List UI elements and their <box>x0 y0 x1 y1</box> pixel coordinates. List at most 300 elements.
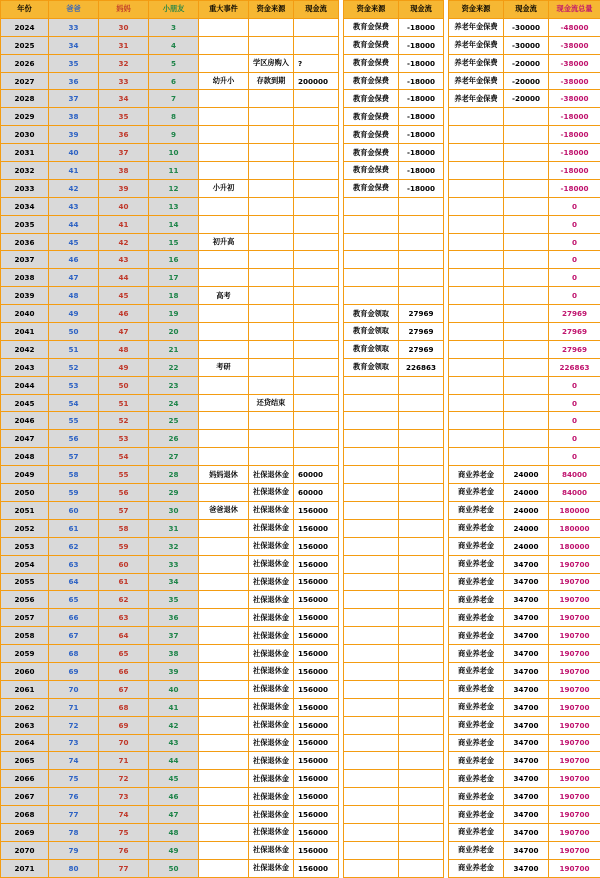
cell-source-3: 商业养老金 <box>449 770 504 788</box>
cell-source-3 <box>449 233 504 251</box>
cell-cashflow-3: 34700 <box>504 645 549 663</box>
cell-year: 2066 <box>1 770 49 788</box>
cell-source-1: 社保退休金 <box>249 841 294 859</box>
cell-cashflow-2 <box>399 752 444 770</box>
cell-cashflow-2 <box>399 716 444 734</box>
cell-cashflow-2 <box>399 627 444 645</box>
cell-mom-age: 40 <box>99 197 149 215</box>
table-row <box>1 716 600 734</box>
cell-cashflow-3: 34700 <box>504 609 549 627</box>
cell-source-2: 教育金领取 <box>344 358 399 376</box>
cell-cashflow-3: 34700 <box>504 770 549 788</box>
cell-cashflow-3: 24000 <box>504 466 549 484</box>
cell-dad-age: 64 <box>49 573 99 591</box>
cell-source-3 <box>449 251 504 269</box>
cell-cashflow-1: 156000 <box>294 859 339 877</box>
cell-cashflow-2 <box>399 448 444 466</box>
cell-source-3 <box>449 287 504 305</box>
cell-mom-age: 63 <box>99 609 149 627</box>
cell-year: 2068 <box>1 806 49 824</box>
table-row <box>1 305 600 323</box>
cell-source-3: 养老年金保费 <box>449 72 504 90</box>
cell-source-3 <box>449 197 504 215</box>
cell-year: 2042 <box>1 340 49 358</box>
cell-total: -18000 <box>549 179 600 197</box>
cell-cashflow-1 <box>294 287 339 305</box>
cell-total: 27969 <box>549 323 600 341</box>
cell-cashflow-2: -18000 <box>399 108 444 126</box>
cell-year: 2057 <box>1 609 49 627</box>
cell-total: 0 <box>549 233 600 251</box>
cell-total: -18000 <box>549 144 600 162</box>
header-dad: 爸爸 <box>49 1 99 19</box>
table-body <box>1 18 600 877</box>
cell-source-1: 社保退休金 <box>249 645 294 663</box>
cell-total: 190700 <box>549 591 600 609</box>
table-row <box>1 537 600 555</box>
header-total: 现金流总量 <box>549 1 600 19</box>
cell-cashflow-1: 156000 <box>294 627 339 645</box>
cell-cashflow-2 <box>399 519 444 537</box>
cell-source-1 <box>249 233 294 251</box>
cell-source-2 <box>344 233 399 251</box>
cell-cashflow-3: 34700 <box>504 841 549 859</box>
cell-source-1 <box>249 269 294 287</box>
cell-cashflow-1 <box>294 215 339 233</box>
cell-source-1: 社保退休金 <box>249 752 294 770</box>
cell-mom-age: 66 <box>99 662 149 680</box>
cell-total: 0 <box>549 287 600 305</box>
cell-cashflow-1 <box>294 36 339 54</box>
cell-mom-age: 45 <box>99 287 149 305</box>
header-year: 年份 <box>1 1 49 19</box>
table-row <box>1 358 600 376</box>
cell-cashflow-2 <box>399 269 444 287</box>
cell-total: 0 <box>549 251 600 269</box>
cell-source-3 <box>449 358 504 376</box>
cell-source-2 <box>344 734 399 752</box>
cell-event <box>199 340 249 358</box>
cell-source-3: 养老年金保费 <box>449 90 504 108</box>
cell-event <box>199 36 249 54</box>
cell-event <box>199 54 249 72</box>
table-row <box>1 179 600 197</box>
cell-source-3 <box>449 448 504 466</box>
cell-cashflow-2: -18000 <box>399 179 444 197</box>
cell-cashflow-3 <box>504 340 549 358</box>
cell-event <box>199 752 249 770</box>
cell-kid-age: 21 <box>149 340 199 358</box>
cell-cashflow-1 <box>294 358 339 376</box>
cell-dad-age: 67 <box>49 627 99 645</box>
cell-source-1 <box>249 340 294 358</box>
cell-event: 妈妈退休 <box>199 466 249 484</box>
cell-source-3: 商业养老金 <box>449 698 504 716</box>
cell-source-3: 商业养老金 <box>449 484 504 502</box>
cell-mom-age: 39 <box>99 179 149 197</box>
table-row <box>1 54 600 72</box>
cell-total: 27969 <box>549 340 600 358</box>
cell-kid-age: 40 <box>149 680 199 698</box>
cell-year: 2036 <box>1 233 49 251</box>
cell-source-1 <box>249 18 294 36</box>
cell-total: -18000 <box>549 126 600 144</box>
cell-source-2: 教育金保费 <box>344 144 399 162</box>
cell-event <box>199 537 249 555</box>
cell-cashflow-3: 34700 <box>504 627 549 645</box>
cell-source-3 <box>449 323 504 341</box>
cell-source-2 <box>344 287 399 305</box>
cell-kid-age: 8 <box>149 108 199 126</box>
header-kid: 小朋友 <box>149 1 199 19</box>
cell-dad-age: 48 <box>49 287 99 305</box>
cell-source-2 <box>344 448 399 466</box>
cell-cashflow-3: -30000 <box>504 18 549 36</box>
cell-cashflow-2: -18000 <box>399 54 444 72</box>
cell-cashflow-1 <box>294 323 339 341</box>
cell-dad-age: 36 <box>49 72 99 90</box>
table-row <box>1 18 600 36</box>
cell-source-3: 商业养老金 <box>449 788 504 806</box>
cell-mom-age: 71 <box>99 752 149 770</box>
cell-cashflow-1: 156000 <box>294 519 339 537</box>
cell-source-1: 社保退休金 <box>249 716 294 734</box>
cell-cashflow-3 <box>504 126 549 144</box>
cell-event <box>199 823 249 841</box>
cell-cashflow-3: 34700 <box>504 680 549 698</box>
cell-year: 2060 <box>1 662 49 680</box>
cell-source-3 <box>449 340 504 358</box>
cell-kid-age: 36 <box>149 609 199 627</box>
cell-event <box>199 90 249 108</box>
cell-cashflow-2 <box>399 215 444 233</box>
cell-mom-age: 64 <box>99 627 149 645</box>
cell-event <box>199 573 249 591</box>
cell-source-2 <box>344 698 399 716</box>
cell-mom-age: 55 <box>99 466 149 484</box>
cell-total: -38000 <box>549 72 600 90</box>
cell-event <box>199 448 249 466</box>
cell-cashflow-1 <box>294 305 339 323</box>
cell-mom-age: 38 <box>99 162 149 180</box>
cell-year: 2038 <box>1 269 49 287</box>
cell-year: 2056 <box>1 591 49 609</box>
cell-cashflow-1 <box>294 126 339 144</box>
cell-total: 0 <box>549 394 600 412</box>
cell-dad-age: 40 <box>49 144 99 162</box>
cell-source-2 <box>344 197 399 215</box>
cell-cashflow-1: 60000 <box>294 484 339 502</box>
cell-dad-age: 55 <box>49 412 99 430</box>
cell-source-1: 学区房购入 <box>249 54 294 72</box>
cell-kid-age: 42 <box>149 716 199 734</box>
cell-dad-age: 57 <box>49 448 99 466</box>
cell-event <box>199 251 249 269</box>
cell-source-2 <box>344 537 399 555</box>
cell-dad-age: 56 <box>49 430 99 448</box>
cell-cashflow-1: 156000 <box>294 680 339 698</box>
table-row <box>1 645 600 663</box>
cell-year: 2047 <box>1 430 49 448</box>
cell-kid-age: 18 <box>149 287 199 305</box>
cell-cashflow-3: -20000 <box>504 72 549 90</box>
table-row <box>1 412 600 430</box>
cell-source-1 <box>249 179 294 197</box>
cell-kid-age: 26 <box>149 430 199 448</box>
cell-year: 2071 <box>1 859 49 877</box>
cell-source-3 <box>449 108 504 126</box>
table-row <box>1 233 600 251</box>
cell-cashflow-3: -30000 <box>504 36 549 54</box>
cell-dad-age: 53 <box>49 376 99 394</box>
cell-kid-age: 13 <box>149 197 199 215</box>
cell-source-1: 社保退休金 <box>249 788 294 806</box>
cell-dad-age: 50 <box>49 323 99 341</box>
table-row <box>1 215 600 233</box>
header-cashflow-2: 现金流 <box>399 1 444 19</box>
cell-mom-age: 69 <box>99 716 149 734</box>
cell-source-2: 教育金保费 <box>344 90 399 108</box>
cell-total: 0 <box>549 448 600 466</box>
cell-cashflow-2 <box>399 788 444 806</box>
cell-year: 2070 <box>1 841 49 859</box>
cell-cashflow-1: 156000 <box>294 716 339 734</box>
cell-cashflow-2 <box>399 823 444 841</box>
cell-cashflow-2 <box>399 698 444 716</box>
cell-mom-age: 58 <box>99 519 149 537</box>
cell-cashflow-2 <box>399 841 444 859</box>
cell-source-3: 商业养老金 <box>449 466 504 484</box>
cell-kid-age: 34 <box>149 573 199 591</box>
cell-year: 2069 <box>1 823 49 841</box>
cell-source-1 <box>249 323 294 341</box>
cell-total: 180000 <box>549 501 600 519</box>
cell-source-3: 养老年金保费 <box>449 54 504 72</box>
cell-source-3: 商业养老金 <box>449 662 504 680</box>
cell-source-2 <box>344 412 399 430</box>
cell-kid-age: 10 <box>149 144 199 162</box>
table-row <box>1 698 600 716</box>
cell-cashflow-3: -20000 <box>504 90 549 108</box>
cell-mom-age: 72 <box>99 770 149 788</box>
cell-dad-age: 69 <box>49 662 99 680</box>
cell-total: 190700 <box>549 662 600 680</box>
cell-cashflow-2 <box>399 609 444 627</box>
cell-year: 2061 <box>1 680 49 698</box>
cell-dad-age: 34 <box>49 36 99 54</box>
cell-source-2 <box>344 591 399 609</box>
cell-source-2: 教育金领取 <box>344 323 399 341</box>
cell-year: 2035 <box>1 215 49 233</box>
cell-cashflow-2 <box>399 287 444 305</box>
cell-cashflow-3: 34700 <box>504 734 549 752</box>
cell-source-3 <box>449 269 504 287</box>
cell-source-2 <box>344 215 399 233</box>
cell-event <box>199 412 249 430</box>
cell-cashflow-1 <box>294 394 339 412</box>
cell-cashflow-2 <box>399 197 444 215</box>
table-row <box>1 126 600 144</box>
cell-cashflow-2 <box>399 501 444 519</box>
cell-kid-age: 41 <box>149 698 199 716</box>
cell-cashflow-3 <box>504 412 549 430</box>
cell-year: 2024 <box>1 18 49 36</box>
cell-event <box>199 519 249 537</box>
header-source-1: 资金来源 <box>249 1 294 19</box>
cell-event: 高考 <box>199 287 249 305</box>
cell-mom-age: 56 <box>99 484 149 502</box>
table-row <box>1 376 600 394</box>
cell-kid-age: 5 <box>149 54 199 72</box>
cell-source-3 <box>449 394 504 412</box>
cell-total: 226863 <box>549 358 600 376</box>
cell-source-2 <box>344 394 399 412</box>
cell-total: 190700 <box>549 716 600 734</box>
cell-event <box>199 716 249 734</box>
table-row <box>1 627 600 645</box>
cell-total: 27969 <box>549 305 600 323</box>
cell-dad-age: 59 <box>49 484 99 502</box>
cell-kid-age: 20 <box>149 323 199 341</box>
cell-cashflow-2: 27969 <box>399 305 444 323</box>
cell-cashflow-1 <box>294 108 339 126</box>
cell-kid-age: 39 <box>149 662 199 680</box>
cell-cashflow-1: 156000 <box>294 662 339 680</box>
table-row <box>1 144 600 162</box>
cell-kid-age: 28 <box>149 466 199 484</box>
cell-source-1 <box>249 376 294 394</box>
cell-cashflow-3 <box>504 108 549 126</box>
cell-dad-age: 76 <box>49 788 99 806</box>
cell-cashflow-1: 60000 <box>294 466 339 484</box>
cell-event <box>199 627 249 645</box>
cell-event <box>199 376 249 394</box>
table-row <box>1 323 600 341</box>
cell-cashflow-2 <box>399 466 444 484</box>
cell-total: 190700 <box>549 573 600 591</box>
cell-kid-age: 38 <box>149 645 199 663</box>
cell-year: 2033 <box>1 179 49 197</box>
cell-cashflow-1: 156000 <box>294 752 339 770</box>
cell-source-1: 社保退休金 <box>249 680 294 698</box>
cell-source-3 <box>449 376 504 394</box>
cell-year: 2048 <box>1 448 49 466</box>
cell-source-1 <box>249 162 294 180</box>
cell-source-2 <box>344 752 399 770</box>
cell-cashflow-2: 27969 <box>399 323 444 341</box>
table-row <box>1 841 600 859</box>
cell-dad-age: 66 <box>49 609 99 627</box>
cell-dad-age: 51 <box>49 340 99 358</box>
cell-source-3: 商业养老金 <box>449 841 504 859</box>
cell-cashflow-3: 24000 <box>504 537 549 555</box>
cell-mom-age: 61 <box>99 573 149 591</box>
cell-total: -38000 <box>549 54 600 72</box>
cell-mom-age: 43 <box>99 251 149 269</box>
cell-mom-age: 48 <box>99 340 149 358</box>
cell-cashflow-2 <box>399 376 444 394</box>
cell-kid-age: 30 <box>149 501 199 519</box>
cell-event: 初升高 <box>199 233 249 251</box>
cell-source-3 <box>449 305 504 323</box>
cell-event <box>199 645 249 663</box>
cell-year: 2064 <box>1 734 49 752</box>
cell-cashflow-1: 156000 <box>294 591 339 609</box>
cell-source-1 <box>249 305 294 323</box>
cell-cashflow-1 <box>294 269 339 287</box>
cell-mom-age: 67 <box>99 680 149 698</box>
cell-source-2: 教育金保费 <box>344 18 399 36</box>
cell-mom-age: 53 <box>99 430 149 448</box>
cell-event <box>199 806 249 824</box>
cell-cashflow-1: 156000 <box>294 806 339 824</box>
cell-cashflow-1: 156000 <box>294 573 339 591</box>
cell-event <box>199 108 249 126</box>
cell-mom-age: 33 <box>99 72 149 90</box>
cell-source-3: 商业养老金 <box>449 627 504 645</box>
cell-source-2: 教育金保费 <box>344 126 399 144</box>
cell-cashflow-3: 24000 <box>504 484 549 502</box>
cell-source-3: 商业养老金 <box>449 591 504 609</box>
cell-kid-age: 27 <box>149 448 199 466</box>
cell-mom-age: 37 <box>99 144 149 162</box>
cell-source-2: 教育金领取 <box>344 340 399 358</box>
cell-kid-age: 29 <box>149 484 199 502</box>
cell-cashflow-2: -18000 <box>399 162 444 180</box>
cell-year: 2050 <box>1 484 49 502</box>
table-row <box>1 770 600 788</box>
cell-cashflow-2: -18000 <box>399 90 444 108</box>
cell-source-1 <box>249 287 294 305</box>
cell-mom-age: 75 <box>99 823 149 841</box>
cell-cashflow-1 <box>294 251 339 269</box>
cell-source-1: 社保退休金 <box>249 519 294 537</box>
table-row <box>1 734 600 752</box>
cell-source-2 <box>344 841 399 859</box>
cell-event <box>199 394 249 412</box>
cell-total: 190700 <box>549 609 600 627</box>
cell-cashflow-2 <box>399 662 444 680</box>
cell-cashflow-2: -18000 <box>399 36 444 54</box>
cell-cashflow-1: 156000 <box>294 555 339 573</box>
cell-cashflow-1: 156000 <box>294 734 339 752</box>
cell-cashflow-3: 34700 <box>504 806 549 824</box>
cell-source-3: 商业养老金 <box>449 645 504 663</box>
cell-mom-age: 46 <box>99 305 149 323</box>
cell-mom-age: 30 <box>99 18 149 36</box>
cell-cashflow-2 <box>399 573 444 591</box>
cell-total: -38000 <box>549 36 600 54</box>
cell-dad-age: 62 <box>49 537 99 555</box>
cell-source-1 <box>249 36 294 54</box>
cell-cashflow-1: 156000 <box>294 788 339 806</box>
cell-cashflow-1: ? <box>294 54 339 72</box>
cell-kid-age: 49 <box>149 841 199 859</box>
cell-cashflow-1: 156000 <box>294 645 339 663</box>
cell-dad-age: 60 <box>49 501 99 519</box>
cell-source-1 <box>249 412 294 430</box>
table-row <box>1 823 600 841</box>
cell-cashflow-3 <box>504 179 549 197</box>
cell-source-3 <box>449 179 504 197</box>
table-row <box>1 162 600 180</box>
cell-event <box>199 788 249 806</box>
cell-dad-age: 73 <box>49 734 99 752</box>
cell-cashflow-1: 156000 <box>294 770 339 788</box>
cell-source-3: 商业养老金 <box>449 555 504 573</box>
cell-event <box>199 734 249 752</box>
cell-cashflow-3 <box>504 430 549 448</box>
